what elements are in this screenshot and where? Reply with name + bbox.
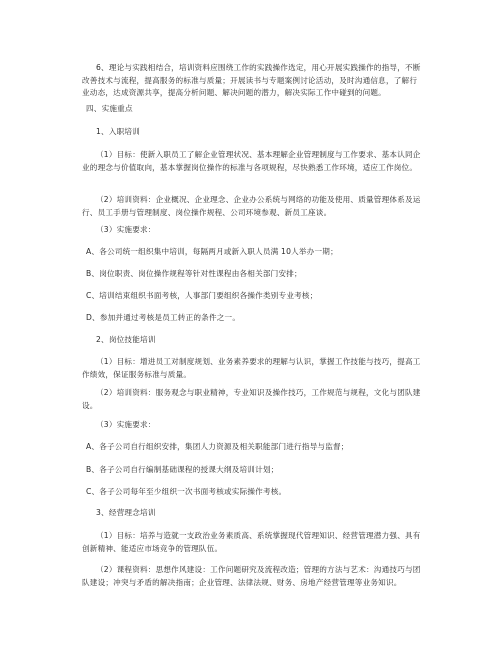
section-heading-implementation: 四、实施重点 [86,104,133,113]
paragraph-onboarding-materials: （2）培训资料：企业概况、企业理念、企业办公系统与网络的功能及使用、质量管理体系及运行、员工手册与管理制度、岗位操作规程、公司环境参观、新员工座谈。 [82,195,421,217]
paragraph-skill-goal: （1）目标：增进员工对制度规划、业务素养要求的理解与认识，掌握工作技能与技巧，提高工作绩效，保证服务标准与质量。 [82,357,421,379]
paragraph-principle-6: 6、理论与实践相结合，培训资料应围绕工作的实践操作选定，用心开展实践操作的指导，不断改善技术与流程，提高服务的标准与质量；开展读书与专题案例讨论活动，及时沟通信息，了解行业动态，达成资源共享，提高分析问题、解决问题的潜力，解决实际工作中碰到的问题。 [82,63,421,98]
paragraph-onboarding-requirements: （3）实施要求： [96,225,156,234]
paragraph-management-goal: （1）目标：培养与造就一支政治业务素质高、系统掌握现代管理知识、经营管理潜力强、具有创新精神、能适应市场竞争的管理队伍。 [82,531,421,553]
subheading-management-training: 3、经营理念培训 [96,508,156,517]
list-item-onboarding-a: A、各公司统一组织集中培训，每隔两月或新入职人员满 10人举办一期； [86,247,338,256]
subheading-onboarding-training: 1、入职培训 [96,127,140,136]
list-item-skill-a: A、各子公司自行组织安排，集团人力资源及相关职能部门进行指导与监督； [86,442,349,451]
list-item-onboarding-d: D、参加并通过考核是员工转正的条件之一。 [86,313,241,322]
paragraph-skill-requirements: （3）实施要求： [96,420,156,429]
list-item-onboarding-c: C、培训结束组织书面考核，人事部门要组织各操作类别专业考核； [86,291,318,300]
paragraph-skill-materials: （2）培训资料：服务观念与职业精神，专业知识及操作技巧，工作规范与规程，文化与团队建设。 [82,388,421,410]
subheading-skill-training: 2、岗位技能培训 [96,335,156,344]
list-item-onboarding-b: B、岗位职责、岗位操作规程等针对性课程由各相关部门安排； [86,269,302,278]
paragraph-onboarding-goal: （1）目标：使新入职员工了解企业管理状况、基本理解企业管理制度与工作要求、基本认同企业的理念与价值取向，基本掌握岗位操作的标准与各项规程，尽快熟悉工作环境，适应工作岗位。 [82,150,421,172]
list-item-skill-b: B、各子公司自行编制基础课程的授课大纲及培训计划； [86,465,279,474]
list-item-skill-c: C、各子公司每年至少组织一次书面考核或实际操作考核。 [86,487,287,496]
paragraph-management-courses: （2）课程资料：思想作风建设：工作问题研究及流程改造；管理的方法与艺术：沟通技巧与团队建设；冲突与矛盾的解决指南；企业管理、法律法规、财务、房地产经营管理等业务知识。 [82,565,421,587]
